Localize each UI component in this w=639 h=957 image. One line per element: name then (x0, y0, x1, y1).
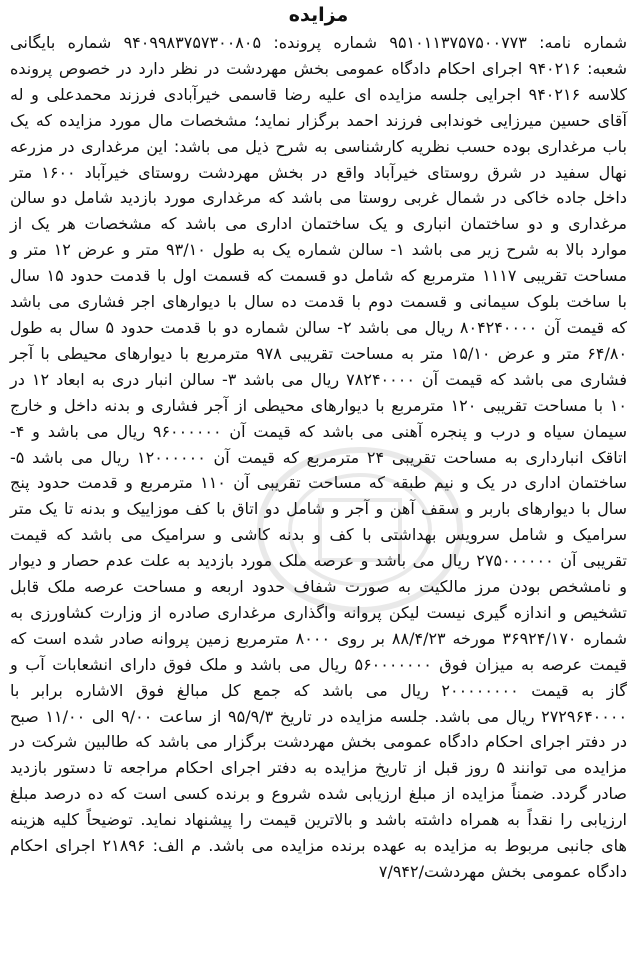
notice-title: مزایده (288, 4, 349, 26)
notice-body: شماره نامه: ۹۵۱۰۱۱۳۷۵۷۵۰۰۷۷۳ شماره پرونده: ۹۴۰۹۹۸۳۷۵۷۳۰۰۸۰۵ شماره بایگانی شعبه: ۹۴۰۲۱۶ اجرای احکام دادگاه عمومی بخش مهردشت در نظر دارد در خصوص پرونده کلاسه ۹۴۰۲۱۶ اجرایی جلسه مزایده ای علیه رضا قاسمی خیرآبادی فرزند محمدعلی و له آقای حسین میرزایی خوندابی فرزند احمد برگزار نماید؛ مشخصات مال مورد مزایده که یک باب مرغداری بوده حسب نظریه کارشناسی به شرح ذیل می باشد: این مرغداری در مزرعه نهال سفید در شرق روستای خیرآباد واقع در بخش مهردشت روستای خیرآباد ۱۶۰۰ متر داخل جاده خاکی در شمال غربی روستا می باشد که مرغداری مورد بازدید شامل دو سالن مرغداری و دو ساختمان انباری و یک ساختمان اداری می باشد که مشخصات هر یک از موارد بالا به شرح زیر می باشد ۱- سالن شماره یک به طول ۹۳/۱۰ متر و عرض ۱۲ متر و مساحت تقریبی ۱۱۱۷ مترمربع که شامل دو قسمت که قسمت اول با قدمت حدود ۱۵ سال با ساخت بلوک سیمانی و قسمت دوم با قدمت ده سال با دیوارهای اجر فشاری می باشد که قیمت آن ۸۰۴۲۴۰۰۰۰ ریال می باشد ۲- سالن شماره دو با قدمت حدود ۵ سال به طول ۶۴/۸۰ متر و عرض ۱۵/۱۰ متر به مساحت تقریبی ۹۷۸ مترمربع با دیوارهای محیطی با آجر فشاری می باشد که قیمت آن ۷۸۲۴۰۰۰۰ ریال می باشد ۳- سالن انبار دری به ابعاد ۱۲ در ۱۰ با مساحت تقریبی ۱۲۰ مترمربع با دیوارهای محیطی از آجر فشاری و بدنه داخل و خارج سیمان سیاه و درب و پنجره آهنی می باشد که قیمت آن ۹۶۰۰۰۰۰۰ ریال می باشد و ۴- اتاقک انبارداری به مساحت تقریبی ۲۴ مترمربع که قیمت آن ۱۲۰۰۰۰۰۰ ریال می باشد ۵- ساختمان اداری در یک و نیم طبقه که مساحت تقریبی آن ۱۱۰ مترمربع و قدمت حدود پنج سال با دیوارهای باربر و سقف آهن و آجر و شامل دو اتاق با کف موزاییک و بدنه تا یک متر سرامیک و شامل سرویس بهداشتی با کف و بدنه کاشی و سرامیک می باشد که قیمت تقریبی آن ۲۷۵۰۰۰۰۰۰ ریال می باشد و عرصه ملک مورد بازدید به علت عدم حصار و دیوار و نامشخص بودن مرز مالکیت به صورت شفاف حدود اربعه و مساحت عرصه ملک قابل تشخیص و اندازه گیری نیست لیکن پروانه واگذاری مرغداری صادره از وزارت کشاورزی به شماره ۳۶۹۲۴/۱۷۰ مورخه ۸۸/۴/۲۳ بر روی ۸۰۰۰ مترمربع زمین پروانه صادر شده است که قیمت عرصه به میزان فوق ۵۶۰۰۰۰۰۰۰ ریال می باشد و ملک فوق دارای انشعابات آب و گاز به قیمت ۲۰۰۰۰۰۰۰۰ ریال می باشد که جمع کل مبالغ فوق الاشاره برابر با ۲۷۲۹۶۴۰۰۰۰ ریال می باشد. جلسه مزایده در تاریخ ۹۵/۹/۳ از ساعت ۹/۰۰ الی ۱۱/۰۰ صبح در دفتر اجرای احکام دادگاه عمومی بخش مهردشت برگزار می باشد که طالبین شرکت در مزایده می توانند ۵ روز قبل از تاریخ مزایده به دفتر اجرای احکام مراجعه تا دستور بازدید صادر گردد. ضمناً مزایده از مبلغ ارزیابی شده شروع و برنده کسی است که ده درصد مبلغ ارزیابی را نقداً به همراه داشته باشد و بالاترین قیمت را پیشنهاد نماید. توضیحاً کلیه هزینه های جانبی مربوط به مزایده به عهده برنده مزایده می باشد. م الف: ۲۱۸۹۶ اجرای احکام دادگاه عمومی بخش مهردشت/۷/۹۴۲ (10, 33, 628, 881)
